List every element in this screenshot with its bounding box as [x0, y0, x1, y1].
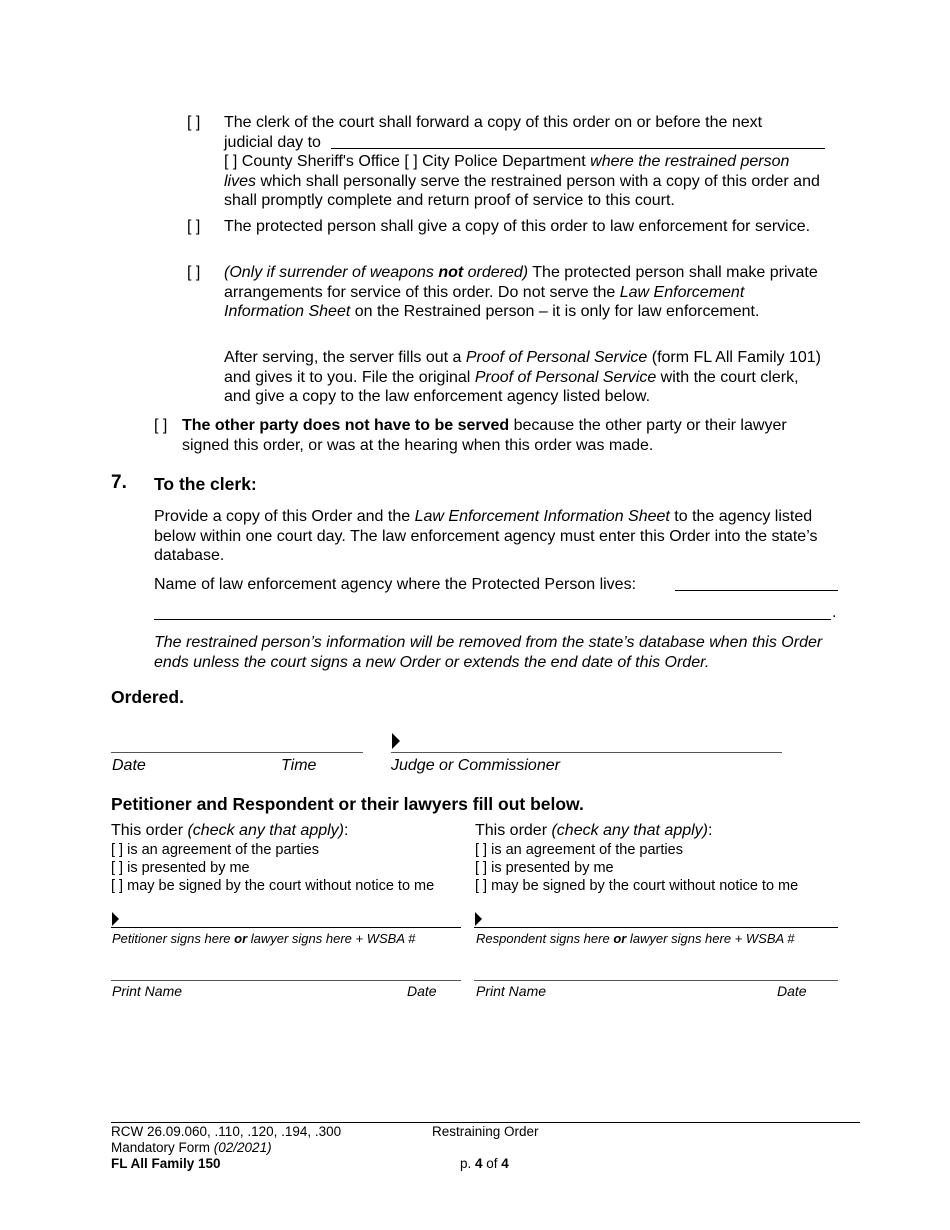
judge-label: Judge or Commissioner [391, 757, 560, 774]
not-served-text: The other party does not have to be served because the other party or their lawyer signed this order, or was at the hearing when this order was made. [182, 417, 787, 454]
footer-mandatory: Mandatory Form (02/2021) [111, 1140, 272, 1155]
footer-form-id: FL All Family 150 [111, 1156, 221, 1171]
respondent-option-presented[interactable]: [ ] is presented by me [475, 860, 614, 876]
respondent-option-no-notice[interactable]: [ ] may be signed by the court without notice to me [475, 878, 799, 894]
date-time-line[interactable] [111, 752, 363, 753]
respondent-print-name-label: Print Name [476, 983, 547, 999]
agency-period: . [832, 604, 837, 621]
checkbox-private-service[interactable]: [ ] [187, 264, 201, 281]
petitioner-intro: This order (check any that apply): [111, 822, 349, 839]
petitioner-sign-label: Petitioner signs here or lawyer signs here + WSBA # [112, 931, 416, 946]
footer-rule [111, 1122, 860, 1123]
ordered-title: Ordered. [111, 687, 184, 707]
judge-sign-line[interactable] [391, 752, 782, 753]
database-note: The restrained person’s information will be removed from the state’s database when this Order ends unless the court signs a new Order or extends the end date of this Order. [154, 634, 823, 671]
checkbox-protected-gives[interactable]: [ ] [187, 218, 201, 235]
private-service-text: (Only if surrender of weapons not ordered) The protected person shall make private arrangements for service of this order. Do not serve the Law Enforcement Information Sheet on the Restrained person – it is only for law enforcement. [224, 264, 818, 320]
protected-gives-text: The protected person shall give a copy of this order to law enforcement for service. [224, 218, 811, 235]
agency-label: Name of law enforcement agency where the Protected Person lives: [154, 576, 637, 593]
respondent-intro: This order (check any that apply): [475, 822, 713, 839]
respondent-sign-line[interactable] [474, 927, 838, 928]
respondent-print-line[interactable] [474, 980, 838, 981]
petitioner-option-no-notice[interactable]: [ ] may be signed by the court without notice to me [111, 878, 435, 894]
footer-title: Restraining Order [432, 1124, 539, 1139]
after-serving-text: After serving, the server fills out a Proof of Personal Service (form FL All Family 101) and gives it to you. File the original Proof of Personal Service with the court clerk, and give a copy to the law enforcement agency listed below. [224, 349, 821, 405]
section-7-number: 7. [111, 472, 127, 493]
petitioner-date-label: Date [407, 983, 437, 999]
checkbox-clerk-forward[interactable]: [ ] [187, 114, 201, 131]
parties-heading: Petitioner and Respondent or their lawyers fill out below. [111, 794, 584, 814]
date-label: Date [112, 757, 146, 774]
petitioner-sign-arrow-icon [112, 912, 119, 926]
judicial-day-line[interactable] [331, 148, 825, 149]
petitioner-option-agreement[interactable]: [ ] is an agreement of the parties [111, 842, 319, 858]
respondent-sign-label: Respondent signs here or lawyer signs here + WSBA # [476, 931, 795, 946]
agency-line-2[interactable] [154, 619, 831, 620]
time-label: Time [281, 757, 317, 774]
clerk-forward-text: The clerk of the court shall forward a copy of this order on or before the next judicial day to [224, 114, 763, 151]
petitioner-sign-line[interactable] [111, 927, 461, 928]
petitioner-print-line[interactable] [111, 980, 461, 981]
judge-sign-arrow-icon [392, 733, 400, 749]
footer-rcw: RCW 26.09.060, .110, .120, .194, .300 [111, 1124, 342, 1139]
agency-line-1[interactable] [675, 590, 838, 591]
respondent-sign-arrow-icon [475, 912, 482, 926]
petitioner-option-presented[interactable]: [ ] is presented by me [111, 860, 250, 876]
checkbox-not-served[interactable]: [ ] [154, 417, 168, 434]
petitioner-print-name-label: Print Name [112, 983, 183, 999]
clerk-forward-options: [ ] County Sheriff's Office [ ] City Police Department where the restrained person lives which shall personally serve the restrained person with a copy of this order and shall promptly complete and return proof of service to this court. [224, 153, 820, 209]
section-7-instructions: Provide a copy of this Order and the Law Enforcement Information Sheet to the agency listed below within one court day. The law enforcement agency must enter this Order into the state’s database. [154, 508, 818, 564]
respondent-option-agreement[interactable]: [ ] is an agreement of the parties [475, 842, 683, 858]
respondent-date-label: Date [777, 983, 807, 999]
footer-page-number: p. 4 of 4 [460, 1156, 509, 1171]
section-7-title: To the clerk: [154, 474, 257, 494]
